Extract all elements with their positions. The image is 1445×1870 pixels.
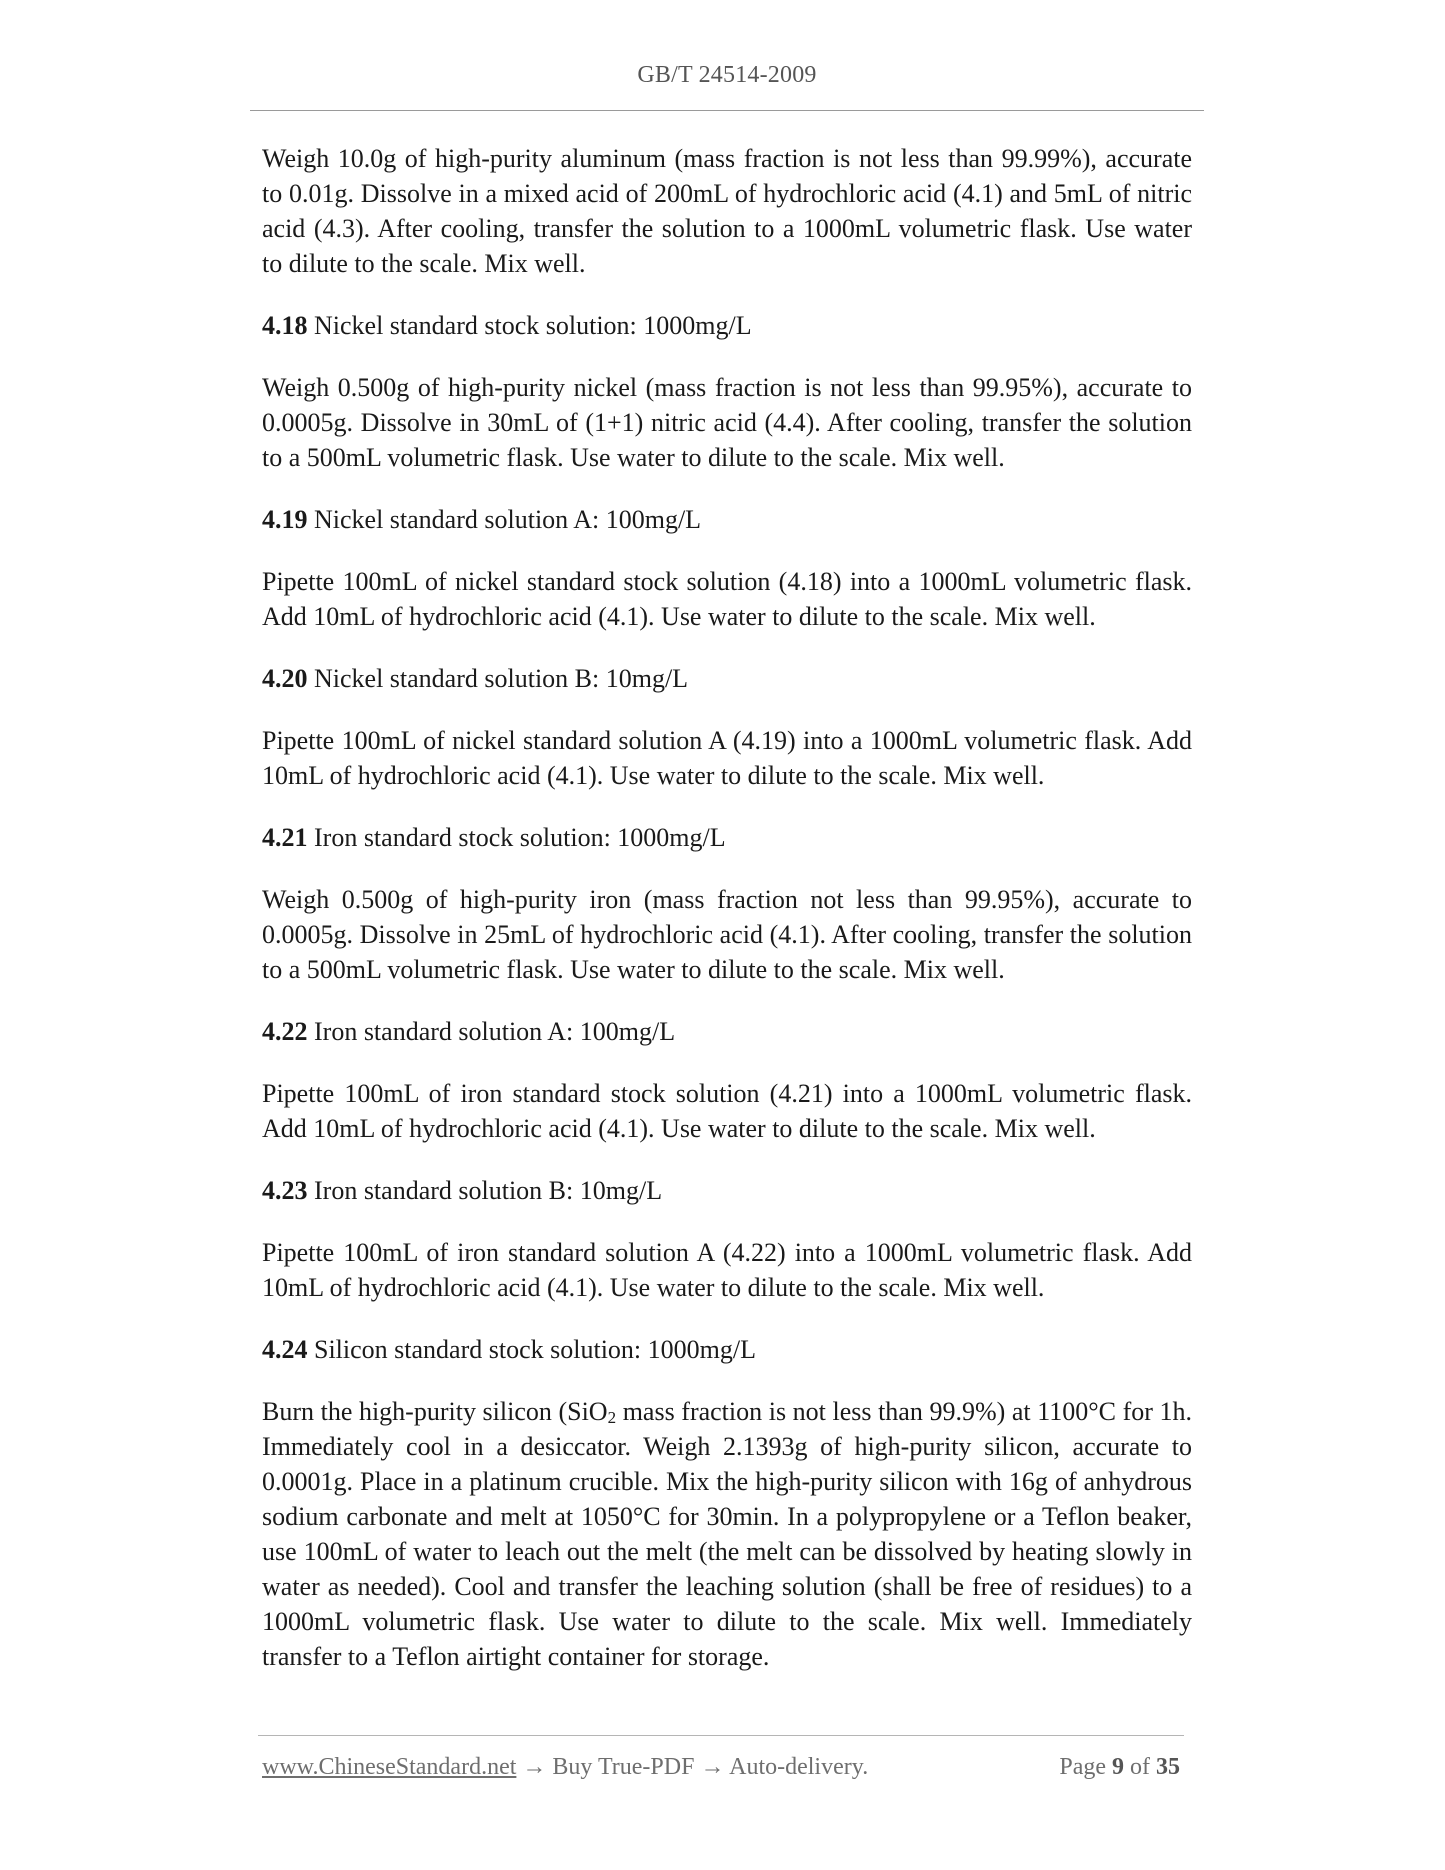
section-title: Nickel standard solution B: 10mg/L (314, 664, 689, 693)
current-page-number: 9 (1112, 1754, 1124, 1780)
section-heading-4-22 (262, 1014, 1192, 1049)
page-header-title: GB/T 24514-2009 (637, 62, 817, 88)
section-number: 4.24 (262, 1335, 308, 1364)
section-title: Nickel standard stock solution: 1000mg/L (314, 311, 752, 340)
footer-promo (262, 1754, 868, 1781)
section-title: Silicon standard stock solution: 1000mg/L (314, 1335, 756, 1364)
section-body-4-18: Weigh 0.500g of high-purity nickel (mass fraction is not less than 99.95%), accurate to 0.0005g. Dissolve in 30mL of (1+1) nitric acid (4.4). After cooling, transfer the solution to a 500mL volumetric flask. Use water to dilute to the scale. Mix well. (262, 373, 1192, 472)
section-number: 4.22 (262, 1017, 308, 1046)
body-text: mass fraction is not less than 99.9%) at 1100°C for 1h. Immediately cool in a desiccator. Weigh 2.1393g of high-purity silicon, accurate to 0.0001g. Place in a platinum crucible. Mix the high-purity silicon with 16g of anhydrous sodium carbonate and melt at 1050°C for 30min. In a polypropylene or a Teflon beaker, use 100mL of water to leach out the melt (the melt can be dissolved by heating slowly in water as needed). Cool and transfer the leaching solution (shall be free of residues) to a 1000mL volumetric flask. Use water to dilute to the scale. Mix well. Immediately transfer to a Teflon airtight container for storage. (262, 1397, 1193, 1671)
section-heading-4-23 (262, 1173, 1192, 1208)
section-body-4-19: Pipette 100mL of nickel standard stock solution (4.18) into a 1000mL volumetric flask. Add 10mL of hydrochloric acid (4.1). Use water to dilute to the scale. Mix well. (262, 567, 1192, 631)
section-title: Iron standard solution B: 10mg/L (314, 1176, 663, 1205)
section-body-4-22: Pipette 100mL of iron standard stock solution (4.21) into a 1000mL volumetric flask. Add 10mL of hydrochloric acid (4.1). Use water to dilute to the scale. Mix well. (262, 1079, 1192, 1143)
section-number: 4.20 (262, 664, 308, 693)
section-number: 4.18 (262, 311, 308, 340)
section-heading-4-20 (262, 661, 1192, 696)
section-heading-4-21 (262, 820, 1192, 855)
section-heading-4-18 (262, 308, 1192, 343)
section-body-4-23: Pipette 100mL of iron standard solution A (4.22) into a 1000mL volumetric flask. Add 10mL of hydrochloric acid (4.1). Use water to dilute to the scale. Mix well. (262, 1238, 1192, 1302)
document-body (262, 141, 1192, 1701)
section-body-4-20: Pipette 100mL of nickel standard solution A (4.19) into a 1000mL volumetric flask. Add 10mL of hydrochloric acid (4.1). Use water to dilute to the scale. Mix well. (262, 726, 1192, 790)
section-body-4-21: Weigh 0.500g of high-purity iron (mass fraction not less than 99.95%), accurate to 0.0005g. Dissolve in 25mL of hydrochloric acid (4.1). After cooling, transfer the solution to a 500mL volumetric flask. Use water to dilute to the scale. Mix well. (262, 885, 1192, 984)
section-title: Iron standard stock solution: 1000mg/L (314, 823, 726, 852)
body-text: Burn the high-purity silicon (SiO (262, 1397, 608, 1426)
footer-tagline: → Buy True-PDF → Auto-delivery. (516, 1754, 869, 1780)
section-body-4-24 (262, 1394, 1192, 1674)
subscript-text: 2 (607, 1408, 617, 1427)
section-heading-4-19 (262, 502, 1192, 537)
header-divider (250, 110, 1204, 111)
section-number: 4.23 (262, 1176, 308, 1205)
footer-divider (258, 1735, 1184, 1736)
page-indicator (1059, 1754, 1180, 1781)
section-title: Nickel standard solution A: 100mg/L (314, 505, 702, 534)
section-heading-4-24 (262, 1332, 1192, 1367)
total-page-count: 35 (1156, 1754, 1180, 1780)
section-number: 4.21 (262, 823, 308, 852)
page-of-label: of (1124, 1754, 1156, 1780)
section-number: 4.19 (262, 505, 308, 534)
site-link[interactable]: www.ChineseStandard.net (262, 1754, 517, 1780)
intro-paragraph: Weigh 10.0g of high-purity aluminum (mass fraction is not less than 99.99%), accurate to 0.01g. Dissolve in a mixed acid of 200mL of hydrochloric acid (4.1) and 5mL of nitric acid (4.3). After cooling, transfer the solution to a 1000mL volumetric flask. Use water to dilute to the scale. Mix well. (262, 144, 1192, 278)
section-title: Iron standard solution A: 100mg/L (314, 1017, 676, 1046)
page-label: Page (1059, 1754, 1112, 1780)
